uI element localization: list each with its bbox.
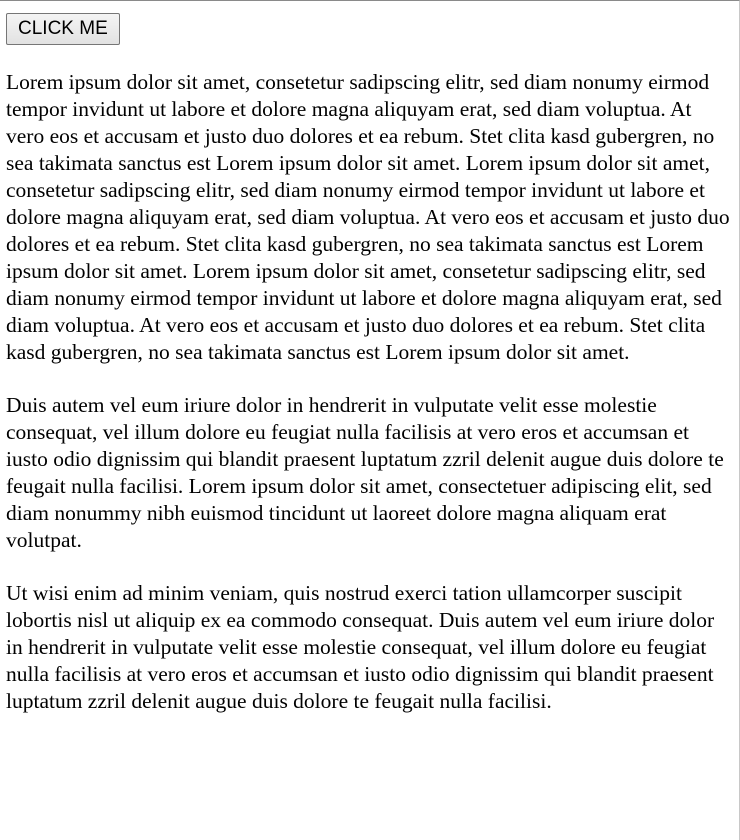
page-content: [6, 13, 732, 715]
paragraph-2: Duis autem vel eum iriure dolor in hendrerit in vulputate velit esse molestie consequat, vel illum dolore eu feugiat nulla facilisis at vero eros et accumsan et iusto odio dignissim qui blandit praesent luptatum zzril delenit augue duis dolore te feugait nulla facilisi. Lorem ipsum dolor sit amet, consectetuer adipiscing elit, sed diam nonummy nibh euismod tincidunt ut laoreet dolore magna aliquam erat volutpat.: [6, 393, 724, 552]
paragraph-1: Lorem ipsum dolor sit amet, consetetur sadipscing elitr, sed diam nonumy eirmod tempor invidunt ut labore et dolore magna aliquyam erat, sed diam voluptua. At vero eos et accusam et justo duo dolores et ea rebum. Stet clita kasd gubergren, no sea takimata sanctus est Lorem ipsum dolor sit amet. Lorem ipsum dolor sit amet, consetetur sadipscing elitr, sed diam nonumy eirmod tempor invidunt ut labore et dolore magna aliquyam erat, sed diam voluptua. At vero eos et accusam et justo duo dolores et ea rebum. Stet clita kasd gubergren, no sea takimata sanctus est Lorem ipsum dolor sit amet. Lorem ipsum dolor sit amet, consetetur sadipscing elitr, sed diam nonumy eirmod tempor invidunt ut labore et dolore magna aliquyam erat, sed diam voluptua. At vero eos et accusam et justo duo dolores et ea rebum. Stet clita kasd gubergren, no sea takimata sanctus est Lorem ipsum dolor sit amet.: [6, 70, 730, 364]
click-me-button[interactable]: CLICK ME: [6, 13, 120, 45]
paragraph-3: Ut wisi enim ad minim veniam, quis nostrud exerci tation ullamcorper suscipit lobortis nisl ut aliquip ex ea commodo consequat. Duis autem vel eum iriure dolor in hendrerit in vulputate velit esse molestie consequat, vel illum dolore eu feugiat nulla facilisis at vero eros et accumsan et iusto odio dignissim qui blandit praesent luptatum zzril delenit augue duis dolore te feugait nulla facilisi.: [6, 581, 715, 713]
